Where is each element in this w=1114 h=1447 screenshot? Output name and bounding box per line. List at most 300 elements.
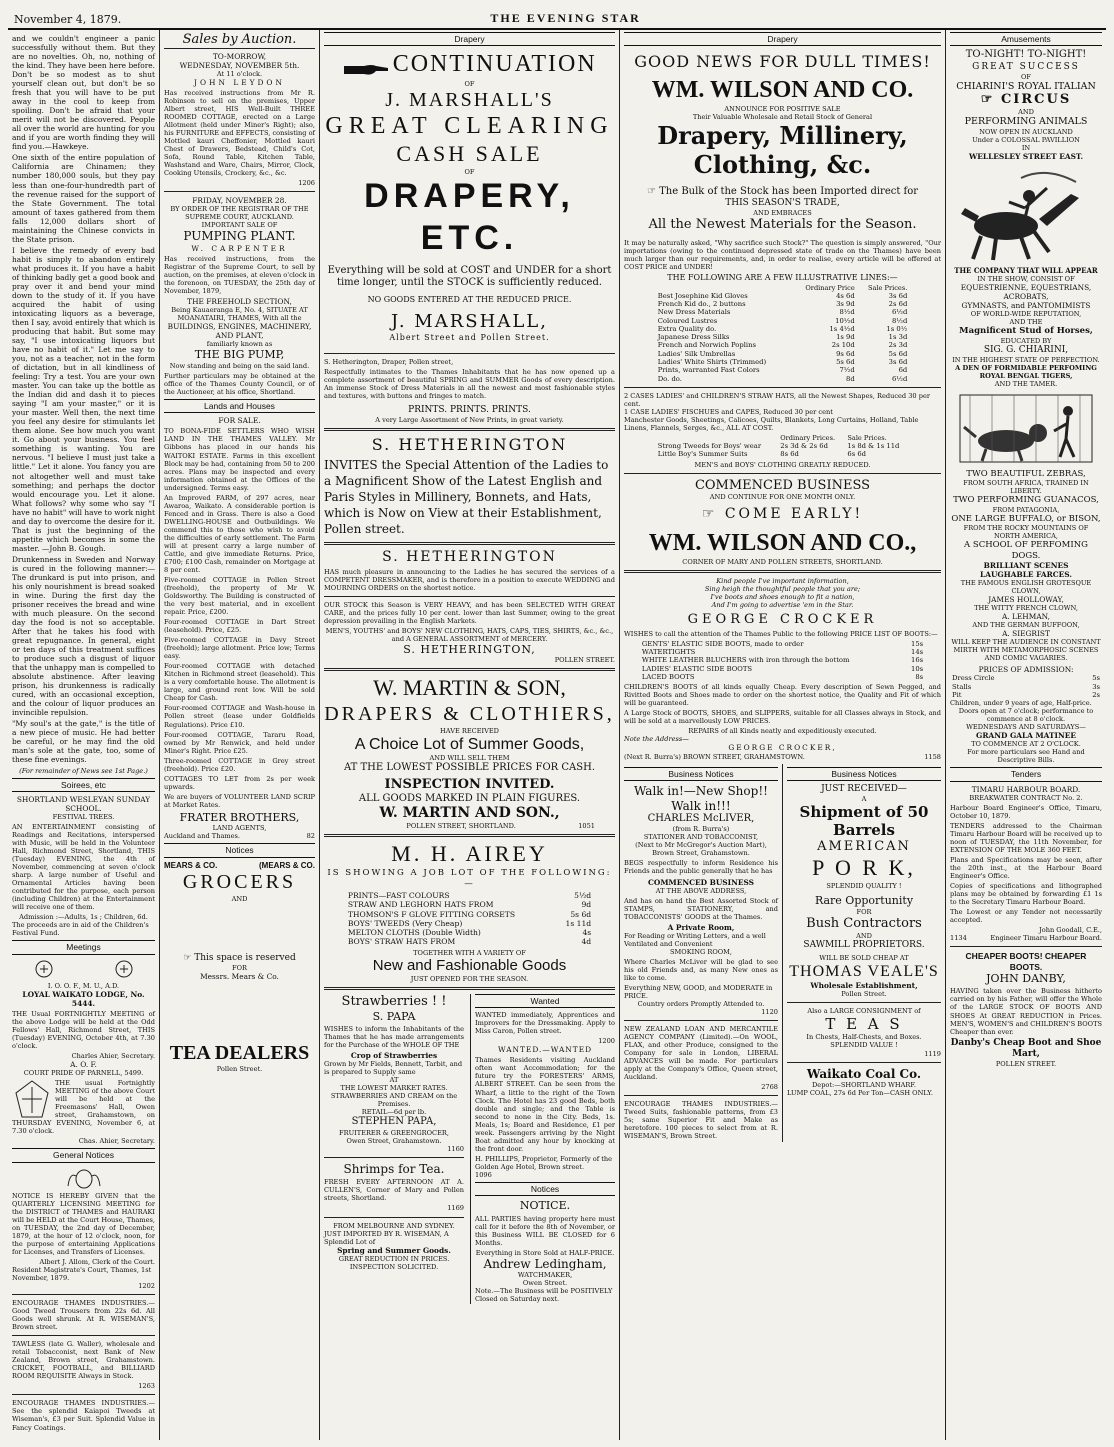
section-drapery-2: Drapery xyxy=(624,32,941,46)
in-show: IN THE SHOW, CONSIST OF xyxy=(977,275,1075,284)
barrels: Barrels xyxy=(833,821,895,840)
frater-num: 82 xyxy=(306,832,315,841)
bulk-stock: The Bulk of the Stock has been Imported direct for xyxy=(659,185,919,197)
den-tigers: A DEN OF FORMIDABLE PERFOMING ROYAL BENGAL TIGERS, xyxy=(955,363,1097,380)
will-sold: WILL BE SOLD CHEAP AT xyxy=(819,953,909,962)
tiger-cage-icon xyxy=(956,391,1096,466)
country-num: 1120 xyxy=(761,1007,778,1016)
mears-logo-left: MEARS & CO. xyxy=(164,860,218,870)
papa-body: WISHES to inform the Inhabitants of the Thames that he has made arrangements for the Purchase of the WHOLE OF THE xyxy=(324,1025,464,1050)
section-notices: Notices xyxy=(164,843,315,857)
country-orders: Country orders Promptly Attended to. xyxy=(637,999,765,1008)
listing: Five-roomed COTTAGE in Davy Street (freehold); large allotment. Price low; Terms easy. xyxy=(164,636,315,661)
positively: Note.—The Business will be POSITIVELY Closed on Saturday next. xyxy=(475,1287,613,1304)
fruiterer: FRUITERER & GREENGROCER, xyxy=(339,1128,449,1137)
pointing-hand-icon: ☞ xyxy=(646,185,660,197)
siegrist: A. SIEGRIST xyxy=(1002,629,1050,639)
of-label-3: OF xyxy=(1021,72,1031,81)
south-africa: FROM SOUTH AFRICA, TRAINED IN LIBERTY. xyxy=(963,479,1089,496)
a-label: A xyxy=(861,794,867,803)
notice-title: NOTICE. xyxy=(519,1199,571,1213)
above-address: AT THE ABOVE ADDRESS, xyxy=(655,886,747,895)
hetherington-2: S. HETHERINGTON xyxy=(382,548,557,565)
laughable-farces: LAUGHABLE FARCES. xyxy=(980,569,1072,579)
stationer: STATIONER AND TOBACCONIST, xyxy=(643,833,759,842)
splendid-value: SPLENDID VALUE ! xyxy=(830,1041,898,1050)
article-paragraph: and we couldn't engineer a panic successfully without them. But they are no novelties. Oh, no, nothing of the kind. They have been here before. Don't be so modest as to shut yourself clean out, but don't be so fresh that you will have to be put away in the cool to keep from spoiling. Don't be afraid that your merit will not be discovered. People all over the world are hunting for you and if you are worth finding they will find you.—Hawkeye. xyxy=(12,34,155,152)
repairs: REPAIRS of all Kinds neatly and expeditiously executed. xyxy=(688,727,877,736)
wanted-notices xyxy=(470,994,615,1304)
new-goods: New and Fashionable Goods xyxy=(372,956,567,974)
plain-figures: ALL GOODS MARKED IN PLAIN FIGURES. xyxy=(358,793,581,805)
wanted1-num: 1200 xyxy=(598,1037,615,1046)
martin-name: W. MARTIN AND SON., xyxy=(379,805,560,822)
frater-sub: LAND AGENTS, xyxy=(212,824,267,833)
splendid-quality: SPLENDID QUALITY ! xyxy=(826,882,902,891)
come-early-line xyxy=(624,506,941,523)
crocker-next: (Next R. Burra's) BROWN STREET, GRAHAMSTOWN. xyxy=(624,752,805,761)
airey-items xyxy=(346,891,593,947)
smoking-room: SMOKING ROOM, xyxy=(670,947,732,956)
walk-in: Walk in!—New Shop!! Walk in!!! xyxy=(634,783,768,813)
phillips-num: 1096 xyxy=(475,1170,492,1179)
begs: BEGS respectfully to inform Residence his Friends and the public generally that he has xyxy=(624,859,778,876)
important-sale: IMPORTANT SALE OF xyxy=(201,221,278,230)
issue-date: November 4, 1879. xyxy=(14,13,122,26)
brilliant-scenes: BRILLIANT SCENES xyxy=(983,560,1069,570)
invites: INVITES the Special Attention of the Ladies to a Magnificent Show of the Latest English and Paris Styles in Millinery, Bonnets, and Hats, which is Now on View at their Establishment, Pollen street. xyxy=(324,457,609,537)
lowest-prices: AT THE LOWEST POSSIBLE PRICES FOR CASH. xyxy=(343,762,596,774)
frater-addr: Auckland and Thames. xyxy=(164,832,241,841)
table-row: BOYS' STRAW HATS FROM 4d xyxy=(347,937,592,947)
embraces: AND EMBRACES xyxy=(753,208,812,217)
hetherington-3-addr: POLLEN STREET. xyxy=(554,656,615,665)
crop: Crop of Strawberries xyxy=(350,1051,438,1061)
wiseman-encourage: ENCOURAGE THAMES INDUSTRIES.—Tweed Suits, fashionable patterns, from £3 5s; same Superior Fit and Make as heretofore. 100 pieces to select from at R. WISEMAN'S, Brown Street. xyxy=(624,1100,778,1141)
lodge-emblems: I. O. O. F., M. U., A.D. xyxy=(47,981,120,990)
section-general-notices: General Notices xyxy=(12,1148,155,1162)
lodge-emblem-icon xyxy=(24,958,144,980)
good-news: GOOD NEWS FOR DULL TIMES! xyxy=(634,52,931,72)
wiseman-ad-2: ENCOURAGE THAMES INDUSTRIES.—See the splendid Kaiapoi Tweeds at Wiseman's, £3 per Suit. Splendid Value in Fancy Coatings. xyxy=(12,1399,155,1432)
come-early: COME EARLY! xyxy=(724,506,864,523)
stock-list: And has on hand the Best Assorted Stock of STAMPS, STATIONERY, and TOBACCONISTS' GOODS at the Thames. xyxy=(624,896,778,921)
patagonia: FROM PATAGONIA, xyxy=(992,505,1060,514)
guanacos: TWO PERFORMING GUANACOS, xyxy=(953,495,1099,506)
price-lines xyxy=(656,284,910,383)
and-the: AND THE xyxy=(1009,318,1043,327)
sig-chiarini: SIG. G. CHIARINI, xyxy=(983,344,1069,355)
just-opened: JUST OPENED FOR THE SEASON. xyxy=(410,974,529,983)
depot: Depot:—SHORTLAND WHARF. xyxy=(812,1081,916,1090)
section-business-1: Business Notices xyxy=(624,767,778,781)
table-row: GENTS' ELASTIC SIDE BOOTS, made to order 15s xyxy=(641,639,924,648)
american: AMERICAN xyxy=(817,839,911,855)
column-5 xyxy=(946,30,1106,1440)
shrimps: Shrimps for Tea. xyxy=(343,1161,445,1176)
article-paragraph: One sixth of the entire population of California are Chinamen; they number 180,000 souls, but they pay less than one-four-hundredth part of the revenue raised for the support of the State Government. The total amount of taxes gathered from them falls 12,000 dollars short of maintaining the Chinese convicts in the State prison. xyxy=(12,153,155,244)
crocker-2: GEORGE CROCKER, xyxy=(728,743,837,753)
prices-title: PRICES OF ADMISSION: xyxy=(978,665,1074,675)
space-reserved: This space is reserved xyxy=(194,952,296,963)
table-row: BOYS' TWEEDS (Very Cheap) 1s 11d xyxy=(347,918,592,928)
frater-brothers: FRATER BROTHERS, xyxy=(179,810,300,824)
equestrienne: EQUESTRIENNE, EQUESTRIANS, xyxy=(960,283,1092,293)
value-num: 1119 xyxy=(924,1049,941,1058)
papa-num: 1160 xyxy=(447,1144,464,1153)
section-business-2: Business Notices xyxy=(787,767,941,781)
bulk-line xyxy=(624,186,941,198)
pollen-street-2: Pollen Street. xyxy=(841,990,887,999)
foresters-arms: Thames Residents visiting Auckland often want Accommodation; for the future try the FORESTERS' ARMS, ALBERT STREET. Can be seen from the Wharf, a little to the right of the Town Clock. The Hotel has 23 good Beds, both double and single; and the Table is second to none in the City. Beds, 1s. Meals, 1s; Board and Residence, £1 per week. Passengers arriving by the Night Boat admitted any hour by knocking at the front door. xyxy=(475,1056,615,1153)
court-body: THE usual Fortnightly MEETING of the above Court will be held at the Freemasons' Hall, Owen street, Grahamstown, on THURSDAY EVENING, November 6, at 7.30 o'clock. xyxy=(12,1079,155,1136)
of-label-2: OF xyxy=(464,168,475,177)
for-label-2: FOR xyxy=(856,907,872,916)
article-paragraph: "My soul's at the gate," is the title of a new piece of music. He had better be careful, or he may find the old man's sole at the gate, too, some of these fine evenings. xyxy=(12,719,155,765)
mcliver: CHARLES McLIVER, xyxy=(647,813,755,825)
prints-sub: A very Large Assortment of New Prints, in great variety. xyxy=(375,416,564,425)
airey: M. H. AIREY xyxy=(391,841,548,867)
sale1-date: WEDNESDAY, NOVEMBER 5th. xyxy=(179,60,300,70)
large-consignment: Also a LARGE CONSIGNMENT of xyxy=(807,1007,921,1016)
will-sell: AND WILL SELL THEM xyxy=(429,754,510,763)
private-room: A Private Room, xyxy=(667,922,735,932)
newest-materials: All the Newest Materials for the Season. xyxy=(648,216,917,232)
article-paragraph: I believe the remedy of every bad habit is simply to abandon entirely what produces it. If you have a habit of thinking badly get a good book and pray over it and bend your mind down to the study of it. If you have acquired the habit of using intoxicating liquors as a beverage, then I say, avoid entirely that which is producing that habit. But some may say, "I use intoxicating liquors but have no habit of it." Let me say to you, not as a teacher, not in the form of dictation, but in all kindliness of feeling: Try a test. You are your own master. You can take up the bottle as the Indian did and dash it to pieces saying "I am your master," or it is your master. Well then, the next time you feel any desire for stimulants let them alone. See how much you want it. Go about your business. You feel something is wanting. You are nervous. "I believe I must just take a little." Let it alone. You fancy you are not altogether well and must take something; and perhaps the doctor would encourage you. Let it alone. What follows? why some who say "I have no habit" will have to work night and day to overcome the desire for it. That is just the beginning of the appetite which becomes in some the master. —John B. Gough. xyxy=(12,245,155,553)
nz-num: 2768 xyxy=(761,1083,778,1092)
our-stock: OUR STOCK this Season is VERY HEAVY, and has been SELECTED WITH GREAT CARE, and the prices fully 10 per cent. lower than last Summer, owing to the great depression prevailing in the English Markets. xyxy=(324,600,615,625)
watchmaker: WATCHMAKER, xyxy=(517,1271,573,1280)
valuable-stock: Their Valuable Wholesale and Retail Stock of General xyxy=(692,113,873,122)
section-lands: Lands and Houses xyxy=(164,399,315,413)
choice-lot: A Choice Lot of Summer Goods, xyxy=(354,735,585,753)
sawmill: SAWMILL PROPRIETORS. xyxy=(803,939,925,950)
column-2 xyxy=(160,30,320,1440)
everything-sold: Everything will be sold at COST and UNDER for a short time longer, until the STOCK is sufficiently reduced. xyxy=(327,265,612,289)
john-danby: JOHN DANBY, xyxy=(986,972,1066,986)
corner-streets: CORNER OF MARY AND POLLEN STREETS, SHORTLAND. xyxy=(682,557,883,566)
lines-title: THE FOLLOWING ARE A FEW ILLUSTRATIVE LINES:— xyxy=(667,272,898,282)
table-row: Ladies' Silk Umbrellas 9s 6d 5s 6d xyxy=(657,349,908,358)
inspection: INSPECTION INVITED. xyxy=(384,777,555,793)
tawless-num: 1263 xyxy=(138,1382,155,1391)
foresters: A. O. F. xyxy=(70,1060,97,1070)
strawberries-cream: STRAWBERRIES AND CREAM on the Premises. xyxy=(330,1092,458,1109)
danby-mart: Danby's Cheap Boot and Shoe Mart, xyxy=(950,1037,1102,1059)
sale-commenced: COMMENCED BUSINESS xyxy=(694,477,871,493)
retail: RETAIL—6d per lb. xyxy=(361,1108,427,1117)
continue-month: AND CONTINUE FOR ONE MONTH ONLY. xyxy=(709,493,856,502)
circus-rider-icon xyxy=(951,164,1101,264)
continuation: CONTINUATION xyxy=(392,51,597,78)
buffalo: ONE LARGE BUFFALO, or BISON, xyxy=(951,513,1101,524)
next-mcgregor: (Next to Mr McGregor's Auction Mart), Brown Street, Grahamstown. xyxy=(635,841,767,858)
property-listings xyxy=(164,494,315,791)
lowest-tender: The Lowest or any Tender not necessarily accepted. xyxy=(950,908,1102,925)
george-crocker: GEORGE CROCKER xyxy=(687,611,878,627)
column-4 xyxy=(620,30,946,1440)
everything-new: Everything NEW, GOOD, and MODERATE in PRICE. xyxy=(624,983,773,1000)
table-row: French Kid do., 2 buttons 3s 9d 2s 6d xyxy=(657,299,908,308)
table-row: WATERTIGHTS 14s xyxy=(641,648,924,657)
papa-address: Owen Street, Grahamstown. xyxy=(346,1136,442,1145)
season-trade: THIS SEASON'S TRADE, xyxy=(725,197,840,208)
grotesque-clown: THE FAMOUS ENGLISH GROTESQUE CLOWN, xyxy=(960,578,1092,595)
engineer-office: Harbour Board Engineer's Office, Timaru, October 10, 1879. xyxy=(950,803,1102,820)
sale1-num: 1206 xyxy=(298,179,315,188)
danby-address: POLLEN STREET. xyxy=(995,1059,1057,1068)
drapers-clothiers: DRAPERS & CLOTHIERS, xyxy=(324,703,615,726)
royal-arms-icon xyxy=(64,1166,104,1190)
sale1-time: At 11 o'clock. xyxy=(216,69,263,78)
no-goods: NO GOODS ENTERED AT THE REDUCED PRICE. xyxy=(367,295,572,305)
copies: Copies of specifications and lithographed plans may be obtained by forwarding £1 1s to the Secretary Timaru Harbour Board. xyxy=(950,882,1102,907)
table-row: Strong Tweeds for Boys' wear 2s 3d & 2s 6d 1s 8d & 1s 11d xyxy=(657,441,900,450)
hetherington-signature: S. Hetherington, Draper, Pollen street, xyxy=(324,357,454,366)
listing: An Improved FARM, of 297 acres, near Awaroa, Waikato. A considerable portion is Fenced and in Grass. There is also a Good DWELLING-HOUSE and Outbuildings. We commend this to those who wish to avoid the difficulties of early settlement. The Farm will at present carry a large number of Cattle, and give immediate Returns. Price, £700; £100 Cash, remainder on Mortgage at 8 per cent. xyxy=(164,493,315,574)
boots-table xyxy=(640,640,925,681)
buildings: BUILDINGS, ENGINES, MACHINERY, AND PLANT, xyxy=(167,322,312,341)
table-row: THOMSON'S F GLOVE FITTING CORSETS 5s 6d xyxy=(347,909,592,919)
shipment: Shipment of 50 xyxy=(799,802,929,821)
pump-sub: Now standing and being on the said land. xyxy=(169,361,310,370)
great-success: GREAT SUCCESS xyxy=(972,61,1080,72)
timaru-board: TIMARU HARBOUR BOARD. xyxy=(971,784,1081,794)
freehold-sub: Being Kauaeranga E, No. 4, SITUATE AT MOANATAIRI, THAMES, With all the xyxy=(171,306,308,323)
listing: Four-roomed COTTAGE with detached Kitchen in Richmond street (leasehold). This is a very comfortable house. The allotment is large, and ground rent low. Will be sold Cheap for Cash. xyxy=(164,662,315,703)
half-price: Everything in Store Sold at HALF-PRICE. xyxy=(475,1248,615,1257)
pumping-plant: PUMPING PLANT. xyxy=(183,229,296,244)
marshall-name: J. MARSHALL, xyxy=(391,311,548,333)
notice-body: ALL PARTIES having property here must call for it before the 8th of November, or this Business WILL BE CLOSED for 6 Months. xyxy=(475,1214,615,1247)
notice-sign: Albert J. Allom, Clerk of the Court. xyxy=(39,1257,155,1266)
table-row: STRAW AND LEGHORN HATS FROM 9d xyxy=(347,900,592,910)
performing-dogs: A SCHOOL OF PERFOMING DOGS. xyxy=(964,540,1088,561)
wiseman-imported: JUST IMPORTED BY R. WISEMAN, A Splendid Lot of xyxy=(324,1229,449,1246)
tonight: TO-NIGHT! TO-NIGHT! xyxy=(965,49,1087,61)
listing: COTTAGES TO LET from 2s per week upwards. xyxy=(164,774,315,791)
just-received: JUST RECEIVED— xyxy=(821,783,907,794)
papa: S. PAPA xyxy=(372,1009,416,1023)
fresh-cullen: FRESH EVERY AFTERNOON AT A. CULLEN'S, Corner of Mary and Pollen streets, Shortland. xyxy=(324,1178,464,1203)
table-row: Pit 2s xyxy=(952,690,1100,699)
table-row: Stalls 3s xyxy=(952,682,1100,691)
where-mcliver: Where Charles McLiver will be glad to see his old Friends and, as many New ones as like to come. xyxy=(624,957,778,982)
table-row: MELTON CLOTHS (Double Width) 4s xyxy=(347,928,592,937)
table-row: Best Josephine Kid Gloves 4s 6d 3s 6d xyxy=(657,291,908,300)
tomorrow: TO-MORROW, xyxy=(212,51,267,61)
section-wanted: Wanted xyxy=(475,994,615,1008)
waikato-coal: Waikato Coal Co. xyxy=(806,1066,922,1081)
chests: In Chests, Half-Chests, and Boxes. xyxy=(806,1033,922,1042)
listing: Five-roomed COTTAGE in Pollen Street (freehold), the property of Mr W. Goldsworthy. The Building is constructed of the very best material, and in excellent repair. Price, £200. xyxy=(164,575,315,617)
table-row: Coloured Lustres 10½d 8½d xyxy=(657,316,908,325)
soiree-proceeds: The proceeds are in aid of the Children's Festival Fund. xyxy=(12,921,149,938)
section-soirees: Soirees, etc xyxy=(12,778,155,792)
german-buffoon: AND THE GERMAN BUFFOON, xyxy=(972,621,1080,630)
lehman: A. LEHMAN, xyxy=(1001,612,1051,622)
lodge-body: THE Usual FORTNIGHTLY MEETING of the above Lodge will be held at the Odd Fellows' Hall, Richmond Street, THIS (Tuesday) EVENING, October 4th, at 7.30 o'clock. xyxy=(12,1009,155,1050)
dressmaker: HAS much pleasure in announcing to the Ladies he has secured the services of a COMPETENT DRESSMAKER, and is therefore in a position to execute WEDDING and MOURNING ORDERS on the shortest notice. xyxy=(324,567,615,592)
rocky-mountains: FROM THE ROCKY MOUNTAINS OF NORTH AMERICA, xyxy=(963,524,1089,541)
circus-line xyxy=(950,92,1102,108)
teas: T E A S xyxy=(825,1015,903,1034)
tawless-ad: TAWLESS (late G. Waller), wholesale and retail Tobacconist, next Bank of New Zealand, Brown street, Grahamstown. CRICKET, FOOTBALL, and BILLIARD ROOM REQUISITE Always in Stock. xyxy=(12,1340,155,1381)
drapery-millinery: Drapery, Millinery, Clothing, &c. xyxy=(657,121,908,180)
and-label-2: AND xyxy=(856,931,872,940)
owen-street: Owen Street. xyxy=(522,1279,568,1288)
commenced-business: COMMENCED BUSINESS xyxy=(648,877,754,887)
table-row: LACED BOOTS 8s xyxy=(641,672,924,681)
naturally: It may be naturally asked, "Why sacrifice such Stock?" The question is simply answered, "Our importations (owing to the continued depressed state of trade on the Thames) have been much larger than our requirements, and, in order to realise, every article will be offered at COST PRICE and UNDER! xyxy=(624,238,941,271)
plans: Plans and Specifications may be seen, after the 20th inst., at the Harbour Board Engineer's Office. xyxy=(950,855,1102,881)
note-address: Note the Address— xyxy=(624,735,689,744)
registrar-order: BY ORDER OF THE REGISTRAR OF THE SUPREME COURT, AUCKLAND. xyxy=(170,205,309,222)
section-meetings: Meetings xyxy=(12,940,155,954)
great-clearing: GREAT CLEARING xyxy=(325,113,614,140)
court-title: COURT PRIDE OF PARNELL, 5499. xyxy=(23,1069,144,1078)
world-wide: OF WORLD-WIDE REPUTATION, xyxy=(970,310,1082,319)
fischues: 1 CASE LADIES' FISCHUES and CAPES, Reduced 30 per cent xyxy=(624,407,833,416)
bush-contractors: Bush Contractors xyxy=(806,915,922,931)
mens-boys: MEN'S and BOYS' CLOTHING GREATLY REDUCED. xyxy=(694,460,871,469)
now-open: NOW OPEN IN AUCKLAND xyxy=(979,127,1073,136)
tenders-body: TENDERS addressed to the Chairman Timaru Harbour Board will be received up to noon of TUESDAY, the 11th November, for EXTENSION OF THE MOLE 360 FEET. xyxy=(950,821,1102,854)
company-appear: THE COMPANY THAT WILL APPEAR xyxy=(954,265,1098,275)
wholesale: Wholesale Establishment, xyxy=(810,981,918,991)
cash-sale: CASH SALE xyxy=(396,141,543,167)
lowest-market: THE LOWEST MARKET RATES. xyxy=(340,1084,448,1093)
section-amusements: Amusements xyxy=(950,32,1102,46)
gymnasts: GYMNASTS, and PANTOMIMISTS xyxy=(961,301,1091,311)
martin-num: 1051 xyxy=(578,822,595,831)
auctioneer-leydon: JOHN LEYDON xyxy=(194,77,285,87)
performing-animals: PERFORMING ANIMALS xyxy=(964,116,1088,128)
circus: CIRCUS xyxy=(1000,92,1072,108)
table-row: Dress Circle 5s xyxy=(952,674,1100,683)
pork: P O R K, xyxy=(812,855,916,881)
pointing-hand-icon: ☞ xyxy=(980,92,1001,108)
messrs-mears: Messrs. Mears & Co. xyxy=(200,971,279,981)
doors-open: Doors open at 7 o'clock; performance to commence at 8 o'clock. xyxy=(958,707,1094,724)
witty-clown: THE WITTY FRENCH CLOWN, xyxy=(974,604,1078,613)
reduction: GREAT REDUCTION IN PRICES. INSPECTION SOLICITED. xyxy=(338,1254,450,1271)
tea-dealers: TEA DEALERS xyxy=(169,1041,310,1064)
column-1 xyxy=(8,30,160,1440)
melbourne: FROM MELBOURNE AND SYDNEY. xyxy=(333,1221,455,1230)
mears-logo-right: (MEARS & CO. xyxy=(259,860,315,870)
airey-showing: IS SHOWING A JOB LOT OF THE FOLLOWING:— xyxy=(327,868,612,889)
pointing-hand-icon: ☞ xyxy=(701,506,725,523)
lodge-sign: Charles Ahier, Secretary. xyxy=(71,1052,155,1061)
table-row: Ladies' White Shirts (Trimmed) 5s 6d 3s 6d xyxy=(657,357,908,366)
reserved-line xyxy=(164,953,315,964)
section-drapery: Drapery xyxy=(324,32,615,46)
hand-bills: For more particulars see Hand and Descriptive Bills. xyxy=(967,748,1085,765)
nz-loan: NEW ZEALAND LOAN AND MERCANTILE AGENCY COMPANY (Limited).—On WOOL, FLAX, and other Produce, consigned to the Company for sale in London, LIBERAL ADVANCES will be made. For particulars apply at the Company's Office, Queen street, Auckland. xyxy=(624,1025,778,1082)
cases-straw: 2 CASES LADIES' and CHILDREN'S STRAW HATS, all the Newest Shapes, Reduced 30 per cent. xyxy=(624,391,931,408)
section-tenders: Tenders xyxy=(950,767,1102,781)
lodge-title: LOYAL WAIKATO LODGE, No. 5444. xyxy=(22,989,145,1008)
sale1-body: Has received instructions from Mr R. Robinson to sell on the premises, Upper Albert street, HIS Well-Built THREE ROOMED COTTAGE, erected on a Large Allotment (held under Miner's Right); also, his FURNITURE and EFFECTS, consisting of Mottled kauri Cheffonier, Mottled kauri Chest of Drawers, Bedstead, Child's Cot, Sofa, Round Table, Kitchen Table, Washstand and Ware, Chairs, Mirror, Clock, Cooking Utensils, Crockery, &c., &c. xyxy=(164,88,315,178)
grown: Grown by Mr Fields, Bennett, Tarbit, and is prepared to Supply same xyxy=(324,1060,463,1077)
soiree-body: AN ENTERTAINMENT consisting of Readings and Recitations, interspersed with Music, will be held in the Volunteer Hall, Richmond Street, Shortland, THIS (Tuesday) EVENING, the 4th of November, commencing at seven o'clock sharp. A large number of Useful and Ornamental Articles having been contributed for the purpose, each person (including Children) at the Entertainment will receive one of them. xyxy=(12,822,155,912)
foresters-crest-icon xyxy=(12,1079,52,1119)
scrip-note: We are buyers of VOLUNTEER LAND SCRIP at Market Rates. xyxy=(164,792,315,809)
for-sale: FOR SALE. xyxy=(218,416,261,426)
notice-office: Resident Magistrate's Court, Thames, 1st November, 1879. xyxy=(12,1266,152,1283)
auctioneer-carpenter: W. CARPENTER xyxy=(191,244,288,254)
announce: ANNOUNCE FOR POSITIVE SALE xyxy=(724,105,841,114)
crocker-wishes: WISHES to call the attention of the Thames Public to the following PRICE LIST OF BOOTS:— xyxy=(624,629,938,638)
stud-horses: Magnificent Stud of Horses, xyxy=(959,326,1093,337)
tamer: AND THE TAMER. xyxy=(994,379,1058,388)
pointing-hand-icon xyxy=(342,60,390,78)
business-notices-left xyxy=(624,764,778,1143)
in-label: IN xyxy=(1021,143,1031,152)
together: TOGETHER WITH A VARIETY OF xyxy=(413,948,526,957)
masthead xyxy=(8,8,1106,30)
table-row: LADIES' ELASTIC SIDE BOOTS 10s xyxy=(641,664,924,673)
table-header: Ordinary Prices. Sale Prices. xyxy=(780,433,887,442)
colossal-pavillion: Under a COLOSSAL PAVILLION xyxy=(972,135,1080,144)
soiree-title: SHORTLAND WESLEYAN SUNDAY SCHOOL. xyxy=(16,794,151,813)
reading-room: For Reading or Writing Letters, and a well Ventilated and Convenient xyxy=(624,931,766,948)
ledingham: Andrew Ledingham, xyxy=(483,1256,607,1271)
childrens-boots: CHILDREN'S BOOTS of all kinds equally Cheap. Every description of Sewn Pegged, and Rivitted Boots and Shoes made to order on the shortest notice, the Quality and Fit of which will be guaranteed. xyxy=(624,683,941,708)
commence-2: TO COMMENCE AT 2 O'CLOCK. xyxy=(971,740,1081,749)
sale2-date: FRIDAY, NOVEMBER 28. xyxy=(192,196,287,206)
big-pump: THE BIG PUMP, xyxy=(194,348,285,362)
wellesley: WELLESLEY STREET EAST. xyxy=(968,151,1084,161)
court-sign: Chas. Ahier, Secretary. xyxy=(78,1137,155,1146)
table-header: Ordinary Price Sale Prices. xyxy=(805,283,908,292)
remainder-note: (For remainder of News see 1st Page.) xyxy=(19,766,148,775)
highest-state: IN THE HIGHEST STATE OF PERFECTION. xyxy=(952,355,1100,364)
eng-num: 1134 xyxy=(950,934,967,943)
lump-coal: LUMP COAL, 27s 6d Per Ton—CASH ONLY. xyxy=(787,1089,933,1098)
sales-heading: Sales by Auction. xyxy=(164,32,315,49)
listing: Three-roomed COTTAGE in Grey street (freehold). Price £20. xyxy=(164,756,315,773)
of-label: OF xyxy=(464,79,475,88)
strawberries-title: Strawberries ! ! xyxy=(341,993,447,1009)
from-burra: (from R. Burra's) xyxy=(672,825,730,834)
danby-body: HAVING taken over the Business hitherto carried on by his Father, will offer the Whole of the LARGE STOCK OF BOOTS AND SHOES At GREAT REDUCTION in Prices. MEN'S, WOMEN'S and CHILDREN'S BOOTS Cheaper than ever. xyxy=(950,987,1102,1036)
freehold-section: THE FREEHOLD SECTION, xyxy=(187,297,292,307)
table-row: Prints, warranted Fast Colors 7½d 6d xyxy=(657,366,908,375)
mens-clothing: MEN'S, YOUTHS' and BOYS' NEW CLOTHING, HATS, CAPS, TIES, SHIRTS, &c., &c., and A GENERAL ASSORTMENT of MERCERY. xyxy=(325,626,614,643)
wed-sat: WEDNESDAYS AND SATURDAYS— xyxy=(966,723,1086,732)
for-label: FOR xyxy=(232,963,247,972)
soiree-sub: FESTIVAL TREES. xyxy=(52,812,115,821)
large-stock: A Large Stock of BOOTS, SHOES, and SLIPPERS, suitable for all Classes always in Stock, and will be sold at a marvellously LOW PRICES. xyxy=(624,709,941,726)
table-row: Do. do. 8d 6½d xyxy=(657,374,908,383)
listing: Four-roomed COTTAGE, Tararu Road, owned by Mr Renwick, and held under Miner's Right. Price £25. xyxy=(164,730,315,755)
chiarini: CHIARINI'S ROYAL ITALIAN xyxy=(956,80,1096,92)
settlers-ad: TO BONA-FIDE SETTLERS WHO WISH LAND IN THE THAMES VALLEY. Mr Gibbons has placed in our hands his WAITOKI ESTATE. Farms in this excellent Block may be had, containing from 50 to 200 acres. Plans may be inspected and every information obtained at the Offices of the undersigned. Terms easy. xyxy=(164,427,315,492)
admission-prices xyxy=(950,674,1102,699)
table-row: New Dress Materials 8½d 6½d xyxy=(657,308,908,317)
have-received: HAVE RECEIVED xyxy=(440,726,499,735)
martin-address: POLLEN STREET, SHORTLAND. xyxy=(406,822,516,831)
table-row: WHITE LEATHER BLUCHERS with iron through the bottom 16s xyxy=(641,656,924,665)
cheaper-boots: CHEAPER BOOTS! CHEAPER BOOTS. xyxy=(965,951,1087,972)
paper-title: THE EVENING STAR xyxy=(490,11,641,25)
wilson-co-2: WM. WILSON AND CO., xyxy=(648,529,917,556)
wilson-co: WM. WILSON AND CO. xyxy=(651,76,914,103)
constant-mirth: WILL KEEP THE AUDIENCE IN CONSTANT MIRTH WITH METAMORPHOSIC SCENES AND COMIC VAGARIES. xyxy=(951,638,1101,663)
gala-matinee: GRAND GALA MATINEE xyxy=(976,731,1076,741)
